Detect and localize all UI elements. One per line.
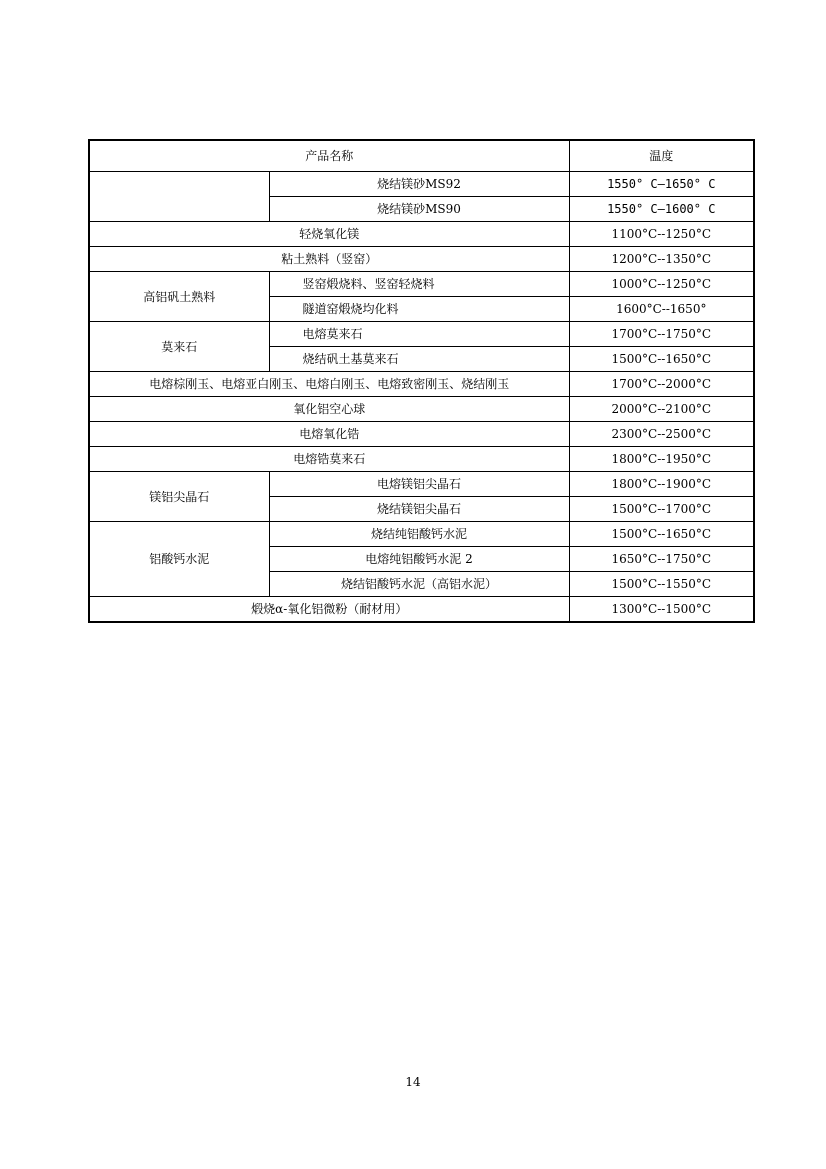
header-product-name: 产品名称 [89,140,569,172]
table-header-row [89,140,754,172]
product-name-cell: 烧结镁砂MS90 [269,197,569,222]
table-row [89,172,754,197]
product-name-cell: 烧结镁铝尖晶石 [269,497,569,522]
temperature-cell: 1500°C--1700°C [569,497,754,522]
temperature-cell: 1550° C—1650° C [569,172,754,197]
temperature-cell: 1500°C--1650°C [569,522,754,547]
product-name-cell: 电熔锆莫来石 [89,447,569,472]
page-number: 14 [405,1075,421,1089]
temperature-cell: 2000°C--2100°C [569,397,754,422]
product-name-cell: 烧结矾土基莫来石 [269,347,569,372]
product-name-cell: 粘土熟料（竖窑） [89,247,569,272]
temperature-cell: 1200°C--1350°C [569,247,754,272]
product-name-cell: 电熔莫来石 [269,322,569,347]
temperature-cell: 1100°C--1250°C [569,222,754,247]
temperature-cell: 1800°C--1950°C [569,447,754,472]
table-row [89,447,754,472]
product-name-cell: 烧结纯铝酸钙水泥 [269,522,569,547]
temperature-cell: 1800°C--1900°C [569,472,754,497]
temperature-cell: 1700°C--1750°C [569,322,754,347]
product-name-cell: 烧结镁砂MS92 [269,172,569,197]
product-name-cell: 电熔纯铝酸钙水泥 2 [269,547,569,572]
group-name-cell: 镁铝尖晶石 [89,472,269,522]
empty-group-cell [89,172,269,222]
product-name-cell: 电熔镁铝尖晶石 [269,472,569,497]
table-row [89,422,754,447]
table-row [89,397,754,422]
temperature-cell: 2300°C--2500°C [569,422,754,447]
group-name-cell: 铝酸钙水泥 [89,522,269,597]
temperature-table [88,139,755,623]
product-name-cell: 竖窑煅烧料、竖窑轻烧料 [269,272,569,297]
temperature-cell: 1700°C--2000°C [569,372,754,397]
temperature-cell: 1300°C--1500°C [569,597,754,623]
table-row [89,472,754,497]
table-row [89,272,754,297]
temperature-cell: 1500°C--1550°C [569,572,754,597]
product-name-cell: 煅烧α-氧化铝微粉（耐材用） [89,597,569,623]
table-row [89,522,754,547]
temperature-cell: 1000°C--1250°C [569,272,754,297]
table-row [89,222,754,247]
group-name-cell: 高铝矾土熟料 [89,272,269,322]
product-name-cell: 电熔氧化锆 [89,422,569,447]
table-row [89,322,754,347]
product-name-cell: 隧道窑煅烧均化料 [269,297,569,322]
temperature-cell: 1650°C--1750°C [569,547,754,572]
header-temperature: 温度 [569,140,754,172]
product-name-cell: 电熔棕刚玉、电熔亚白刚玉、电熔白刚玉、电熔致密刚玉、烧结刚玉 [89,372,569,397]
table-row [89,597,754,623]
table-row [89,372,754,397]
temperature-cell: 1500°C--1650°C [569,347,754,372]
temperature-cell: 1600°C--1650° [569,297,754,322]
product-name-cell: 烧结铝酸钙水泥（高铝水泥） [269,572,569,597]
product-name-cell: 轻烧氧化镁 [89,222,569,247]
product-name-cell: 氧化铝空心球 [89,397,569,422]
group-name-cell: 莫来石 [89,322,269,372]
table-row [89,247,754,272]
temperature-cell: 1550° C—1600° C [569,197,754,222]
